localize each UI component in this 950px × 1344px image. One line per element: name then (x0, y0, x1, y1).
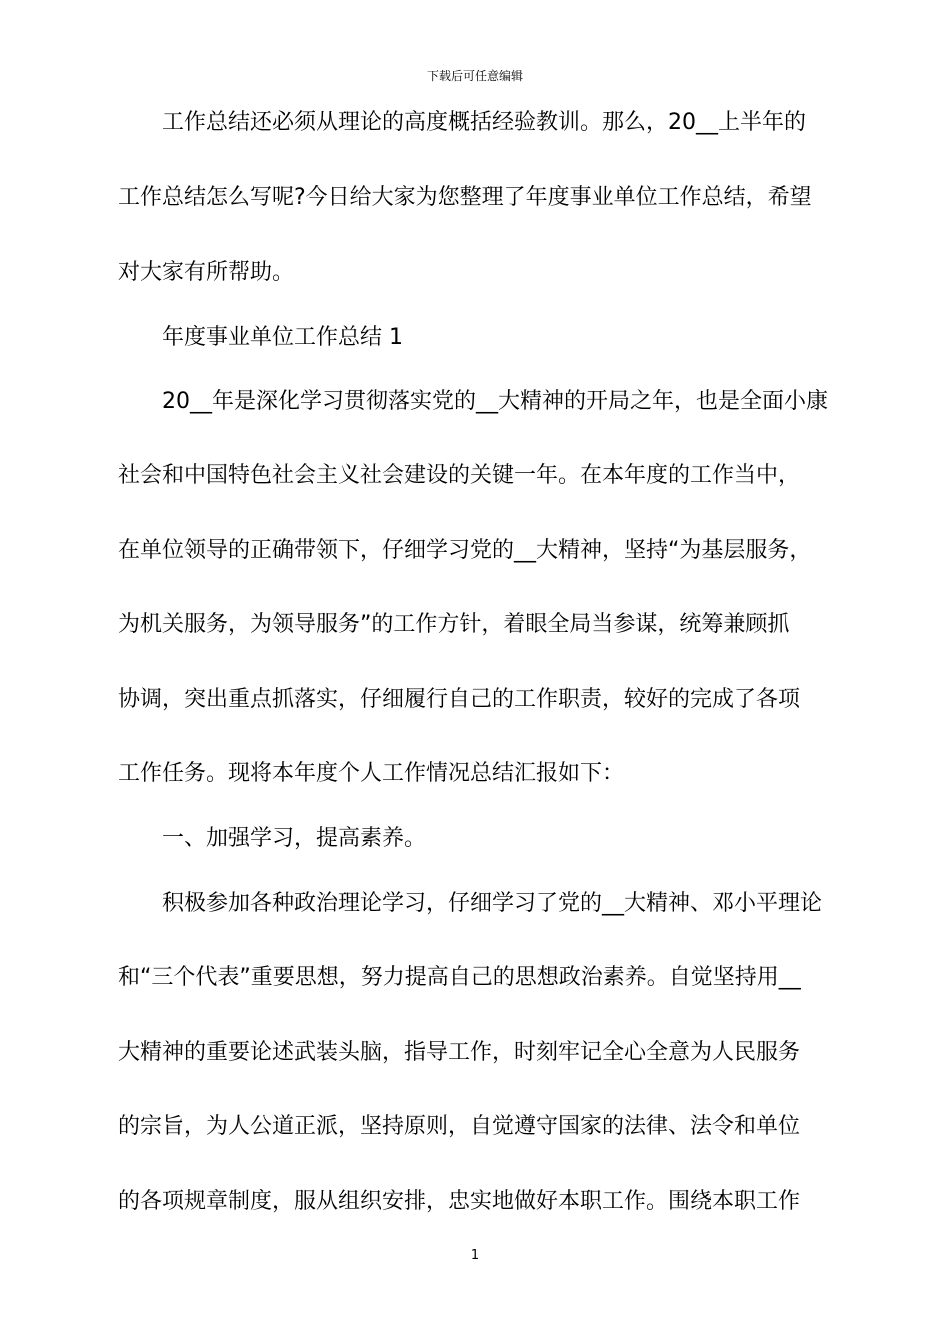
paragraph-line: 工作总结还必须从理论的高度概括经验教训。那么，20__上半年的 (162, 110, 806, 135)
paragraph-line: 为机关服务，为领导服务”的工作方针，着眼全局当参谋，统筹兼顾抓 (118, 612, 790, 637)
paragraph-line: 的宗旨，为人公道正派，坚持原则，自觉遵守国家的法律、法令和单位 (118, 1114, 801, 1139)
page-number: 1 (470, 1248, 480, 1263)
paragraph-line: 工作总结怎么写呢?今日给大家为您整理了年度事业单位工作总结，希望 (118, 185, 812, 210)
paragraph-line: 和“三个代表”重要思想，努力提高自己的思想政治素养。自觉坚持用__ (118, 965, 801, 990)
paragraph-line: 积极参加各种政治理论学习，仔细学习了党的__大精神、邓小平理论 (162, 891, 823, 916)
paragraph-line: 对大家有所帮助。 (118, 260, 295, 285)
paragraph-line: 大精神的重要论述武装头脑，指导工作，时刻牢记全心全意为人民服务 (118, 1040, 801, 1065)
page-header: 下载后可任意编辑 (426, 69, 523, 83)
paragraph-line: 社会和中国特色社会主义社会建设的关键一年。在本年度的工作当中， (118, 463, 801, 488)
section-heading: 年度事业单位工作总结 1 (162, 325, 403, 350)
paragraph-line: 工作任务。现将本年度个人工作情况总结汇报如下： (118, 761, 625, 786)
paragraph-line: 20__年是深化学习贯彻落实党的__大精神的开局之年，也是全面小康 (162, 389, 828, 414)
subsection-heading: 一、加强学习，提高素养。 (162, 826, 427, 851)
paragraph-line: 协调，突出重点抓落实，仔细履行自己的工作职责，较好的完成了各项 (118, 687, 801, 712)
paragraph-line: 在单位领导的正确带领下，仔细学习党的__大精神，坚持“为基层服务， (118, 538, 812, 563)
paragraph-line: 的各项规章制度，服从组织安排，忠实地做好本职工作。围绕本职工作 (118, 1189, 801, 1214)
